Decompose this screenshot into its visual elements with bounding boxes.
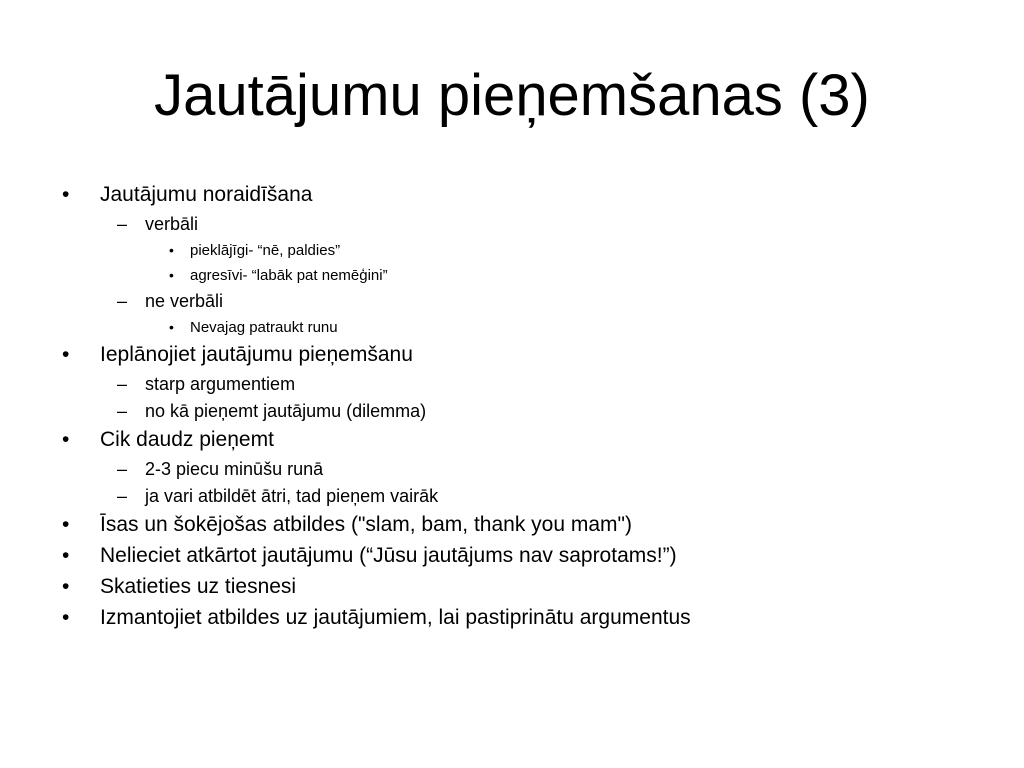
bullet-icon: • xyxy=(62,428,70,451)
list-item-text: pieklājīgi- “nē, paldies” xyxy=(190,242,341,259)
list-item-text: Ieplānojiet jautājumu pieņemšanu xyxy=(100,343,413,366)
list-item xyxy=(0,572,1024,601)
bullet-icon: • xyxy=(62,606,70,629)
bullet-icon: • xyxy=(169,319,174,335)
list-item-text: starp argumentiem xyxy=(145,374,296,394)
bullet-icon: • xyxy=(62,575,70,598)
list-item-text: Nevajag patraukt runu xyxy=(190,319,338,336)
list-item-text: 2-3 piecu minūšu runā xyxy=(145,459,324,479)
bullet-icon: • xyxy=(169,267,174,283)
bullet-list xyxy=(0,180,1024,634)
list-item-text: Skatieties uz tiesnesi xyxy=(100,575,297,598)
list-item xyxy=(0,510,1024,539)
list-item-text: no kā pieņemt jautājumu (dilemma) xyxy=(145,401,427,421)
dash-icon: – xyxy=(117,486,128,506)
list-item xyxy=(0,238,1024,263)
list-item-text: Nelieciet atkārtot jautājumu (“Jūsu jautājums nav saprotams!”) xyxy=(100,544,677,567)
list-item-text: verbāli xyxy=(145,214,199,234)
list-item-text: Cik daudz pieņemt xyxy=(100,428,274,451)
list-item xyxy=(0,371,1024,398)
list-item xyxy=(0,541,1024,570)
list-item-text: agresīvi- “labāk pat nemēģini” xyxy=(190,267,388,284)
bullet-icon: • xyxy=(62,343,70,366)
dash-icon: – xyxy=(117,291,128,311)
list-item-text: Jautājumu noraidīšana xyxy=(100,183,313,206)
list-item xyxy=(0,180,1024,209)
list-item xyxy=(0,603,1024,632)
bullet-icon: • xyxy=(62,183,70,206)
list-item xyxy=(0,340,1024,369)
list-item xyxy=(0,288,1024,315)
list-item xyxy=(0,483,1024,510)
bullet-icon: • xyxy=(62,513,70,536)
list-item xyxy=(0,263,1024,288)
list-item-text: ne verbāli xyxy=(145,291,224,311)
bullet-icon: • xyxy=(62,544,70,567)
list-item xyxy=(0,211,1024,238)
bullet-icon: • xyxy=(169,242,174,258)
list-item xyxy=(0,398,1024,425)
list-item-text: Īsas un šokējošas atbildes ("slam, bam, thank you mam") xyxy=(100,513,632,536)
list-item xyxy=(0,315,1024,340)
list-item xyxy=(0,425,1024,454)
slide-title: Jautājumu pieņemšanas (3) xyxy=(154,63,870,128)
list-item xyxy=(0,456,1024,483)
dash-icon: – xyxy=(117,459,128,479)
list-item-text: Izmantojiet atbildes uz jautājumiem, lai pastiprinātu argumentus xyxy=(100,606,691,629)
dash-icon: – xyxy=(117,374,128,394)
dash-icon: – xyxy=(117,401,128,421)
dash-icon: – xyxy=(117,214,128,234)
list-item-text: ja vari atbildēt ātri, tad pieņem vairāk xyxy=(145,486,439,506)
